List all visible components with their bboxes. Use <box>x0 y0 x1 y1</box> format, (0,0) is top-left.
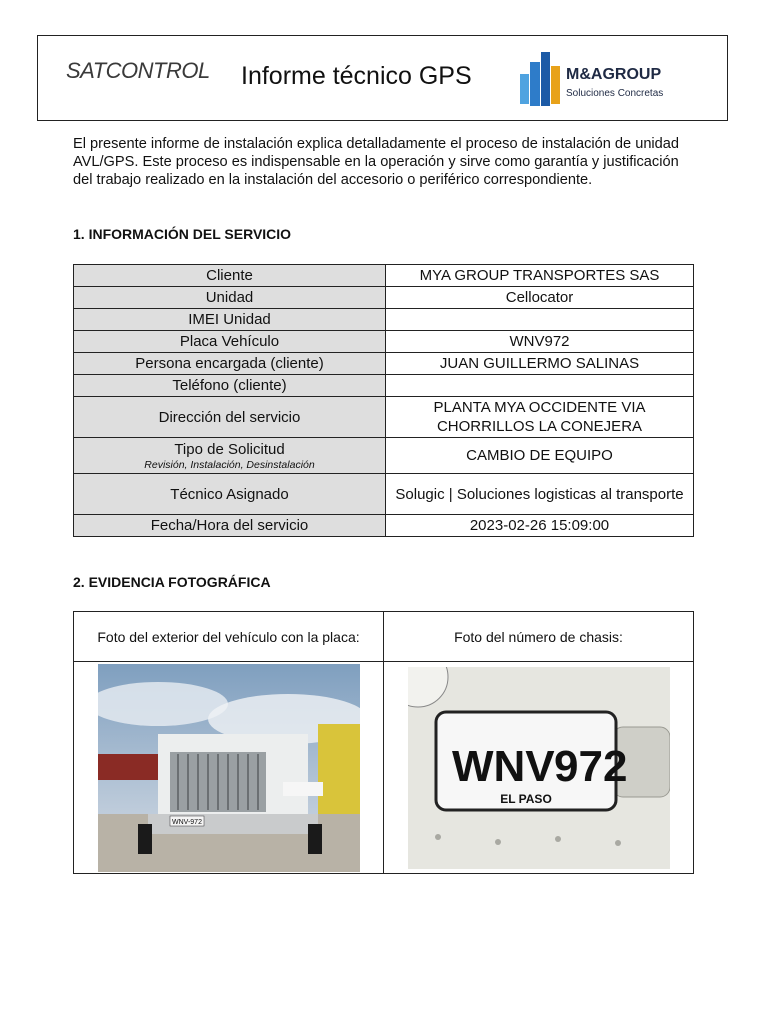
row-label <box>74 438 386 474</box>
row-label: Placa Vehículo <box>74 331 386 353</box>
row-label-main: Tipo de Solicitud <box>174 440 285 458</box>
table-row <box>74 612 694 662</box>
mag-group-tagline: Soluciones Concretas <box>566 88 664 99</box>
row-label: Dirección del servicio <box>74 397 386 438</box>
satcontrol-logo-text: SATCONTROL <box>66 58 210 83</box>
table-row <box>74 515 694 537</box>
photo2-caption: Foto del número de chasis: <box>384 612 694 662</box>
row-label: IMEI Unidad <box>74 309 386 331</box>
row-value: CAMBIO DE EQUIPO <box>386 438 694 474</box>
row-label: Técnico Asignado <box>74 474 386 515</box>
table-row <box>74 375 694 397</box>
truck-exterior-photo <box>98 664 360 872</box>
row-value: JUAN GUILLERMO SALINAS <box>386 353 694 375</box>
row-value <box>386 375 694 397</box>
row-value: MYA GROUP TRANSPORTES SAS <box>386 265 694 287</box>
table-row <box>74 287 694 309</box>
table-row <box>74 309 694 331</box>
row-label: Teléfono (cliente) <box>74 375 386 397</box>
photo2-plate-numbers: 972 <box>553 741 627 791</box>
table-row <box>74 331 694 353</box>
satcontrol-logo <box>66 58 210 84</box>
chassis-plate-photo <box>408 667 670 869</box>
row-value: Cellocator <box>386 287 694 309</box>
photo2-cell <box>384 662 694 874</box>
photo1-plate-text: WNV-972 <box>171 818 202 826</box>
intro-paragraph: El presente informe de instalación explica detalladamente el proceso de instalación de unidad AVL/GPS. Este proceso es indispensable en la operación y sirve como garantía y justificación del trabajo realizado en la instalación del accesorio o periférico correspondiente. <box>73 136 680 188</box>
section-heading-photo-evidence: 2. EVIDENCIA FOTOGRÁFICA <box>73 574 271 590</box>
row-label: Persona encargada (cliente) <box>74 353 386 375</box>
table-row <box>74 474 694 515</box>
report-header <box>37 35 728 121</box>
table-row <box>74 662 694 874</box>
photo2-plate-letters: WNV <box>451 741 555 791</box>
photo1-caption: Foto del exterior del vehículo con la placa: <box>74 612 384 662</box>
photo2-plate-city: EL PASO <box>499 791 552 806</box>
row-label: Cliente <box>74 265 386 287</box>
row-label: Fecha/Hora del servicio <box>74 515 386 537</box>
row-value <box>386 309 694 331</box>
photo1-cell <box>74 662 384 874</box>
mag-group-name: M&AGROUP <box>566 66 662 83</box>
row-value: 2023-02-26 15:09:00 <box>386 515 694 537</box>
table-row <box>74 438 694 474</box>
mag-buildings-icon <box>520 48 562 110</box>
row-sublabel: Revisión, Instalación, Desinstalación <box>144 458 315 471</box>
row-value: WNV972 <box>386 331 694 353</box>
table-row <box>74 265 694 287</box>
table-row <box>74 397 694 438</box>
service-info-table <box>73 264 694 537</box>
table-row <box>74 353 694 375</box>
mag-group-logo <box>520 48 680 110</box>
section-heading-service-info: 1. INFORMACIÓN DEL SERVICIO <box>73 226 292 242</box>
page-title: Informe técnico GPS <box>241 62 472 90</box>
row-value: Solugic | Soluciones logisticas al transporte <box>386 474 694 515</box>
row-value: PLANTA MYA OCCIDENTE VIA CHORRILLOS LA CONEJERA <box>386 397 694 438</box>
photo-evidence-table <box>73 611 694 874</box>
row-label: Unidad <box>74 287 386 309</box>
